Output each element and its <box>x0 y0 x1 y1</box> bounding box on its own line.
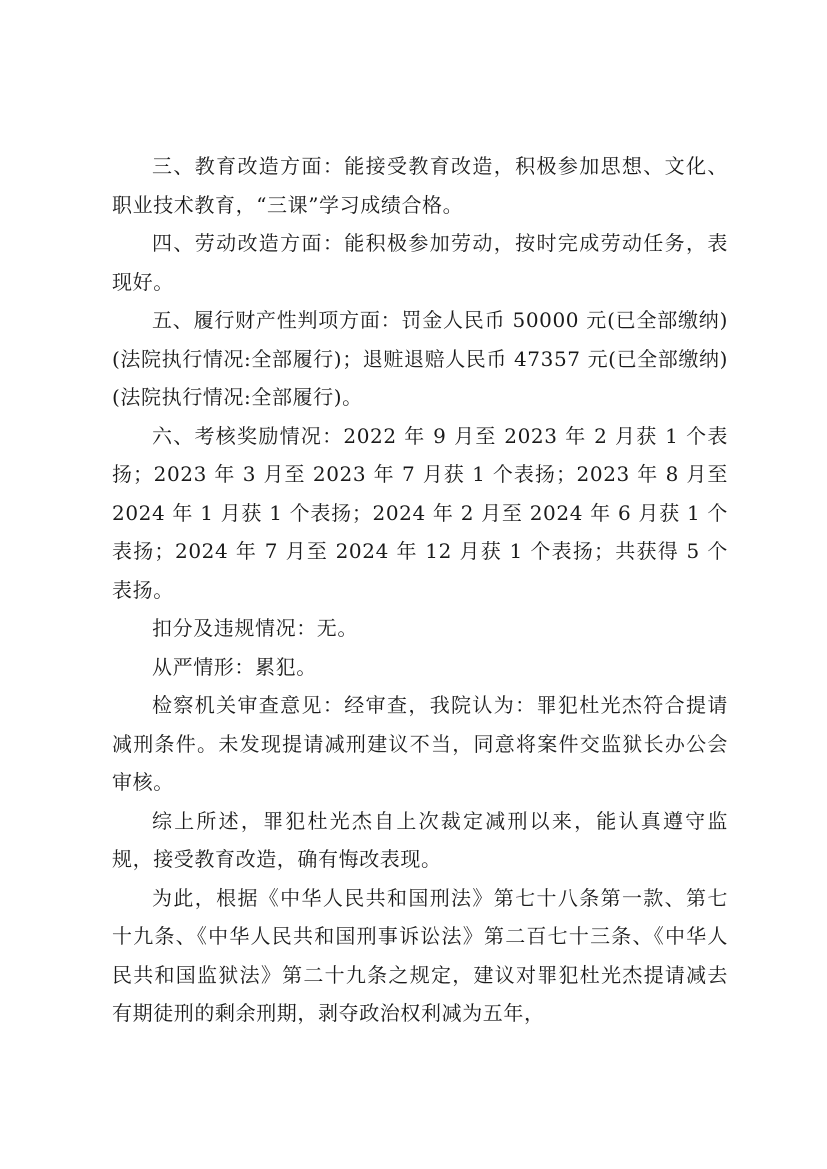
paragraph-procuratorate-opinion: 检察机关审查意见：经审查，我院认为：罪犯杜光杰符合提请减刑条件。未发现提请减刑建议不当，同意将案件交监狱长办公会审核。 <box>112 693 728 794</box>
paragraph-deductions: 扣分及违规情况：无。 <box>152 616 358 640</box>
paragraph-strict-circumstances: 从严情形：累犯。 <box>152 654 317 679</box>
paragraph-summary: 综上所述，罪犯杜光杰自上次裁定减刑以来，能认真遵守监规，接受教育改造，确有悔改表现。 <box>112 808 728 871</box>
paragraph-legal-basis: 为此，根据《中华人民共和国刑法》第七十八条第一款、第七十九条、《中华人民共和国刑事诉讼法》第二百七十三条、《中华人民共和国监狱法》第二十九条之规定，建议对罪犯杜光杰提请减去有期徒刑的剩余刑期，剥夺政治权利减为五年， <box>112 885 728 1025</box>
paragraph-labor: 四、劳动改造方面：能积极参加劳动，按时完成劳动任务，表现好。 <box>112 231 728 294</box>
paragraph-property-judgment: 五、履行财产性判项方面：罚金人民币 50000 元(已全部缴纳)(法院执行情况:全部履行)；退赃退赔人民币 47357 元(已全部缴纳)(法院执行情况:全部履行)。 <box>112 308 728 409</box>
document-body <box>112 147 728 1033</box>
paragraph-rewards: 六、考核奖励情况：2022 年 9 月至 2023 年 2 月获 1 个表扬；2023 年 3 月至 2023 年 7 月获 1 个表扬；2023 年 8 月至 2024 年 1 月获 1 个表扬；2024 年 2 月至 2024 年 6 月获 1 个表扬；2024 年 7 月至 2024 年 12 月获 1 个表扬；共获得 5 个表扬。 <box>112 423 728 602</box>
paragraph-education: 三、教育改造方面：能接受教育改造，积极参加思想、文化、职业技术教育，“三课”学习成绩合格。 <box>112 154 728 217</box>
